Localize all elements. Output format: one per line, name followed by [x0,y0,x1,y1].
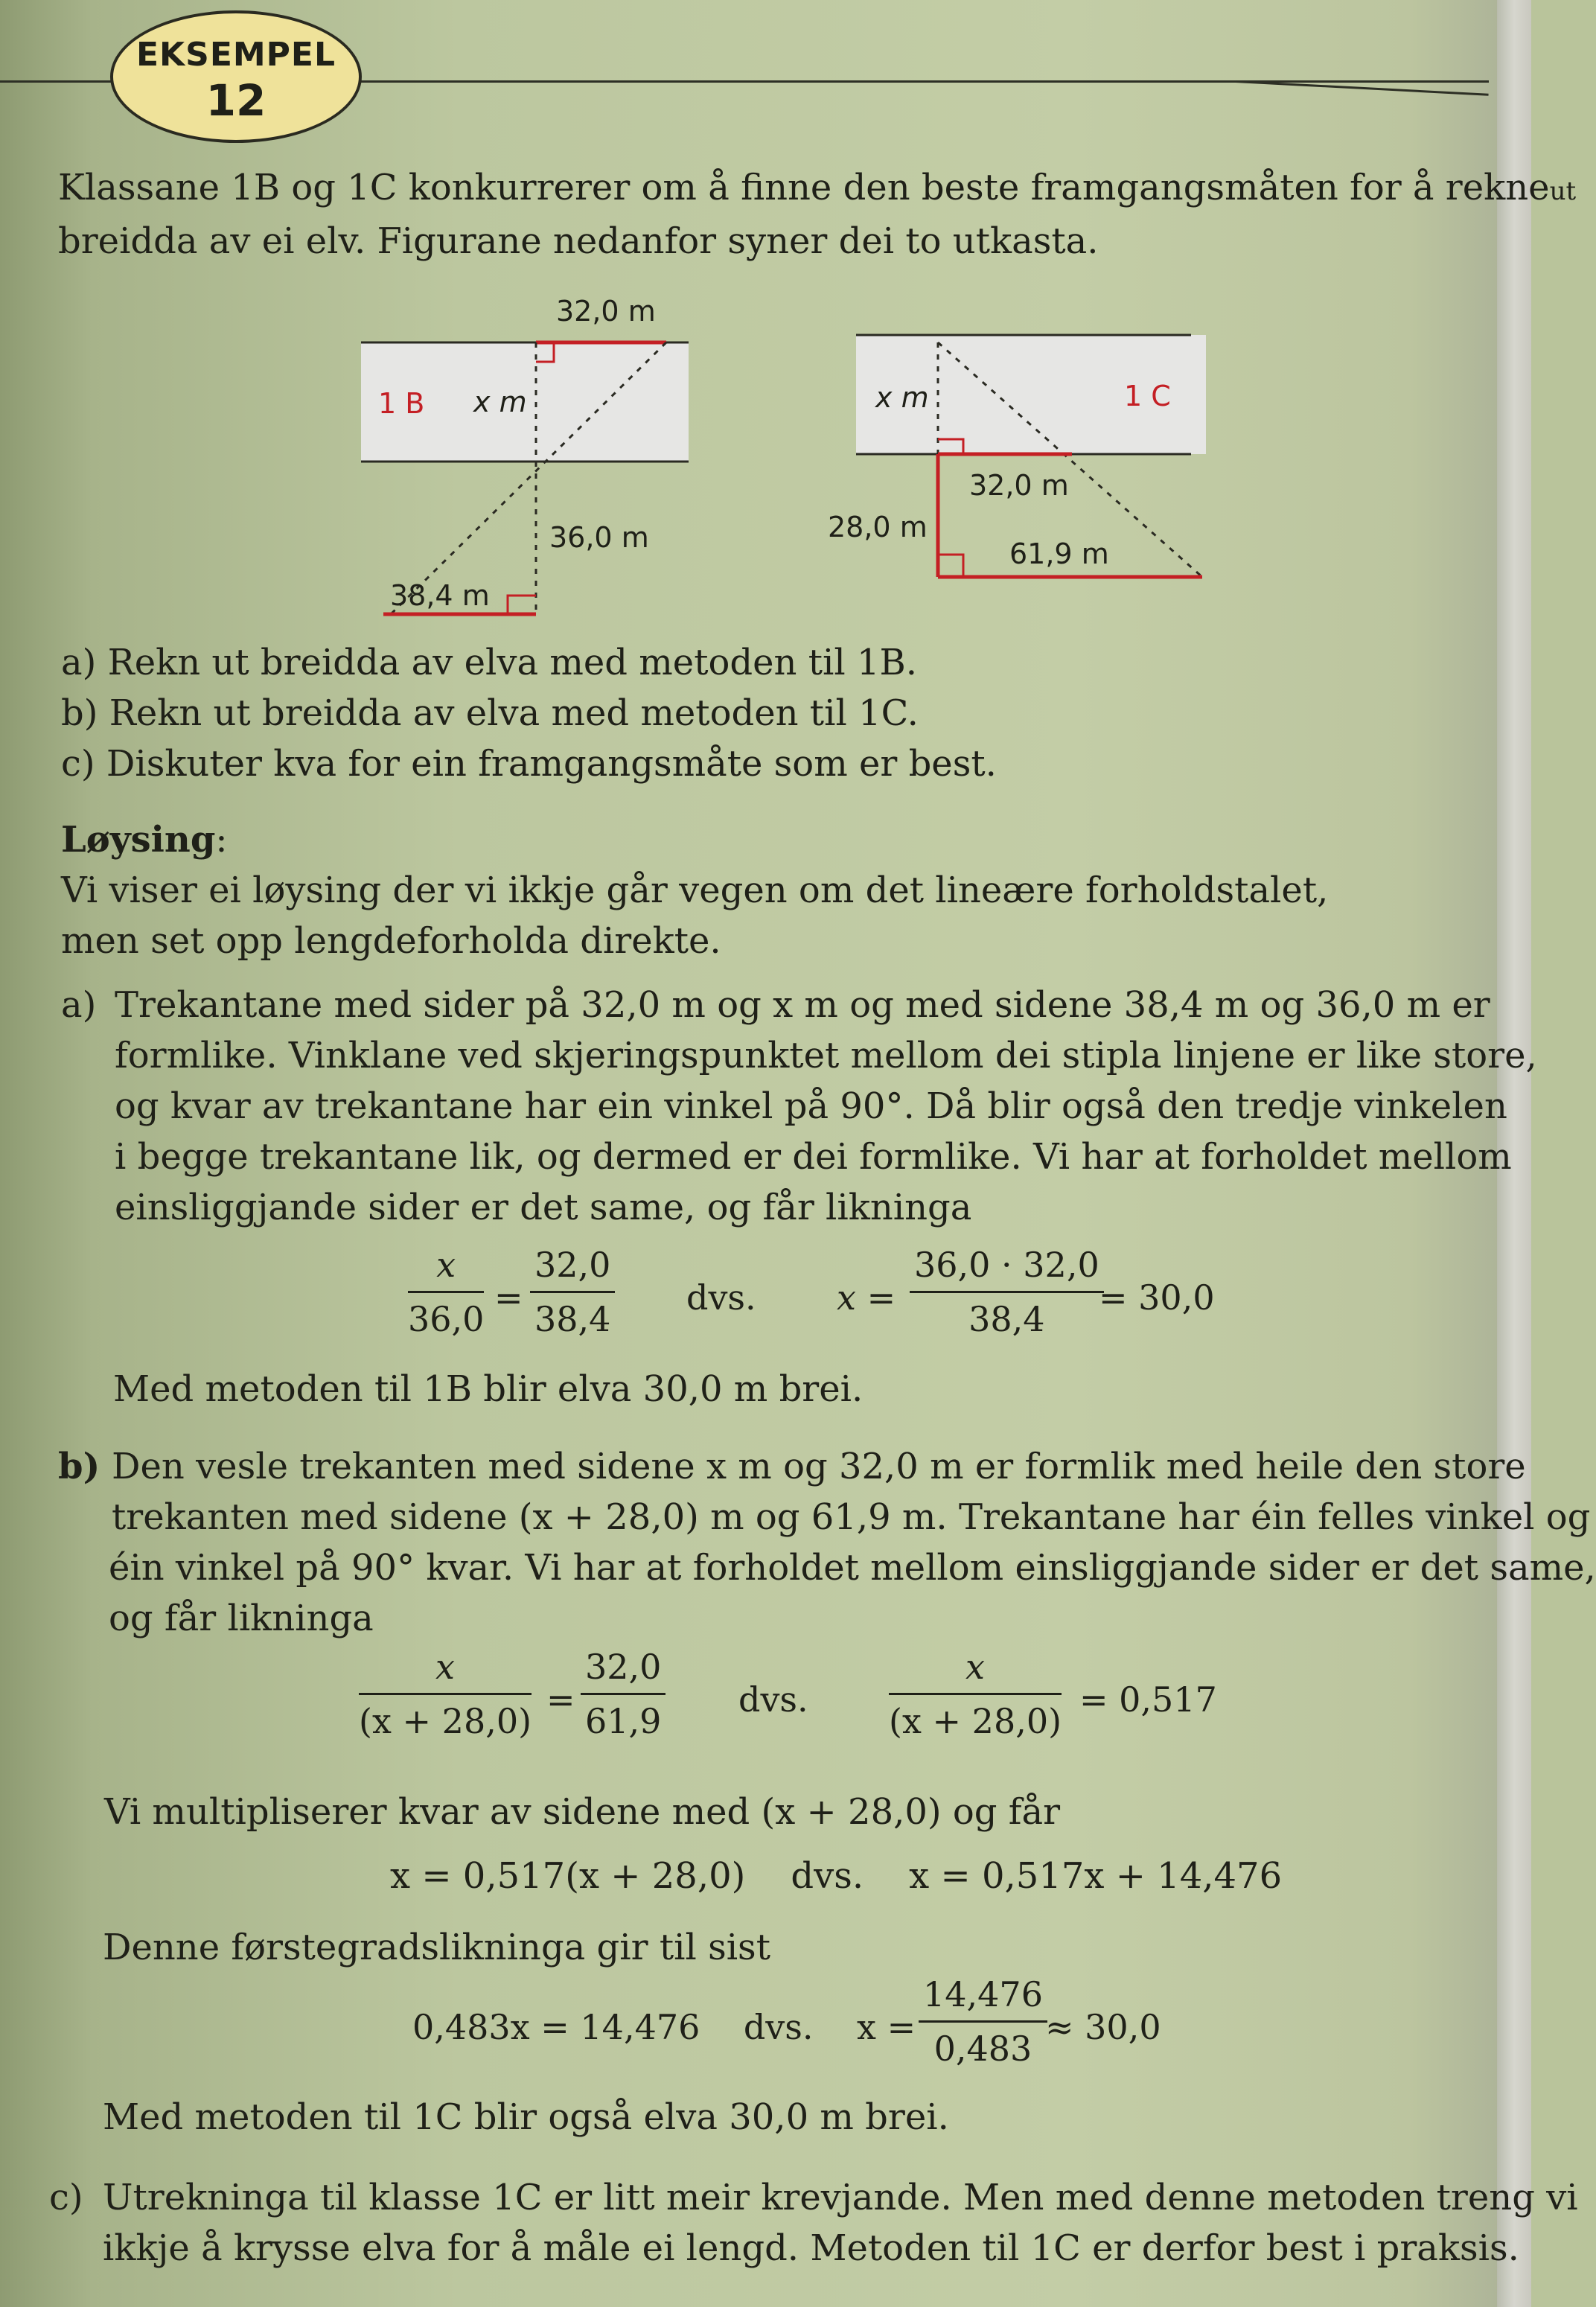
eq-b-3-result: ≈ 30,0 [1045,2007,1161,2047]
part-a-line-3: og kvar av trekantane har ein vinkel på 90°. Då blir også den tredje vinkelen [115,1085,1507,1127]
part-b-line-2: trekanten med sidene (x + 28,0) m og 61,9 m. Trekantane har éin felles vinkel og [112,1496,1591,1538]
part-a-line-4: i begge trekantane lik, og dermed er dei formlike. Vi har at forholdet mellom [115,1136,1512,1178]
intro-line-1: Klassane 1B og 1C konkurrerer om å finne den beste framgangsmåten for å rekneut [58,167,1577,208]
solution-heading: Løysing: [61,819,228,861]
eq-a-result: = 30,0 [1099,1277,1215,1318]
label-384-1b: 38,4 m [390,579,490,612]
solution-intro-2: men set opp lengdeforholda direkte. [61,920,721,962]
part-c-line-1: Utrekninga til klasse 1C er litt meir krevjande. Men med denne metoden treng vi [103,2177,1578,2218]
right-angle-bottom-1b [508,596,536,614]
part-a-label: a) [61,984,97,1026]
part-b-label: b) [58,1446,100,1487]
eq-a-fraction-1: $\frac{x}{36,0}$ [408,1245,485,1339]
label-32-1c: 32,0 m [969,469,1069,502]
eq-b-2: x = 0,517(x + 28,0) dvs. x = 0,517x + 14,476 [390,1855,1283,1897]
part-b-line-4: og får likninga [109,1598,374,1639]
example-badge [110,10,362,143]
eq-b-fraction-3: $\frac{x}{(x + 28,0)}$ [889,1647,1062,1741]
eq-a-fraction-3: $\frac{36,0 \cdot 32,0}{38,4}$ [910,1245,1104,1339]
solution-intro-1: Vi viser ei løysing der vi ikkje går vegen om det lineære forholdstalet, [61,869,1329,911]
task-c: c) Diskuter kva for ein framgangsmåte som er best. [61,743,997,785]
eq-b-fraction-1: $\frac{x}{(x + 28,0)}$ [359,1647,532,1741]
label-32-1b: 32,0 m [556,295,656,328]
part-c-line-2: ikkje å krysse elva for å måle ei lengd. Metoden til 1C er derfor best i praksis. [103,2227,1519,2269]
eq-b-result: = 0,517 [1079,1679,1217,1720]
eq-a-dvs: dvs. [686,1277,756,1318]
part-c-label: c) [49,2177,83,2218]
part-a-line-2: formlike. Vinklane ved skjeringspunktet mellom dei stipla linjene er like store, [115,1035,1537,1076]
eq-a-lhs: x = [837,1277,896,1318]
label-619-1c: 61,9 m [1009,537,1109,570]
eq-b-3-fraction: $\frac{14,476}{0,483}$ [919,1974,1047,2069]
eq-b-3-lhs: 0,483x = 14,476 dvs. x = [412,2007,916,2047]
badge-number: 12 [205,75,266,126]
part-b-line-3: éin vinkel på 90° kvar. Vi har at forholdet mellom einsliggjande sider er det same, [109,1547,1596,1589]
label-x-1c: x m [875,381,929,414]
part-a-line-1: Trekantane med sider på 32,0 m og x m og med sidene 38,4 m og 36,0 m er [115,984,1490,1026]
intro-line-1-tail: ut [1549,176,1577,206]
label-x-1b: x m [473,386,527,418]
label-28-1c: 28,0 m [828,511,928,543]
part-a-line-5: einsliggjande sider er det same, og får likninga [115,1187,972,1228]
eq-b-fraction-2: $\frac{32,0}{61,9}$ [581,1647,665,1741]
eq-a-equals: = [494,1277,523,1318]
badge-title: EKSEMPEL [135,36,336,74]
task-b: b) Rekn ut breidda av elva med metoden til 1C. [61,692,919,734]
eq-a-fraction-2: $\frac{32,0}{38,4}$ [530,1245,615,1339]
task-a: a) Rekn ut breidda av elva med metoden til 1B. [61,642,918,683]
intro-line-2: breidda av ei elv. Figurane nedanfor syner dei to utkasta. [58,220,1099,262]
part-a-conclusion: Med metoden til 1B blir elva 30,0 m brei. [113,1368,864,1410]
eq-b-equals: = [546,1679,575,1720]
part-b-line-1: Den vesle trekanten med sidene x m og 32,0 m er formlik med heile den store [112,1446,1526,1487]
part-b-first-degree: Denne førstegradslikninga gir til sist [103,1927,770,1968]
eq-b-dvs: dvs. [738,1679,808,1720]
right-angle-lower-1c [938,555,963,577]
label-class-1c: 1 C [1124,380,1171,412]
label-36-1b: 36,0 m [549,521,649,554]
part-b-conclusion: Med metoden til 1C blir også elva 30,0 m brei. [103,2096,949,2138]
label-class-1b: 1 B [378,387,425,420]
part-b-multiply: Vi multipliserer kvar av sidene med (x + 28,0) og får [104,1791,1061,1833]
